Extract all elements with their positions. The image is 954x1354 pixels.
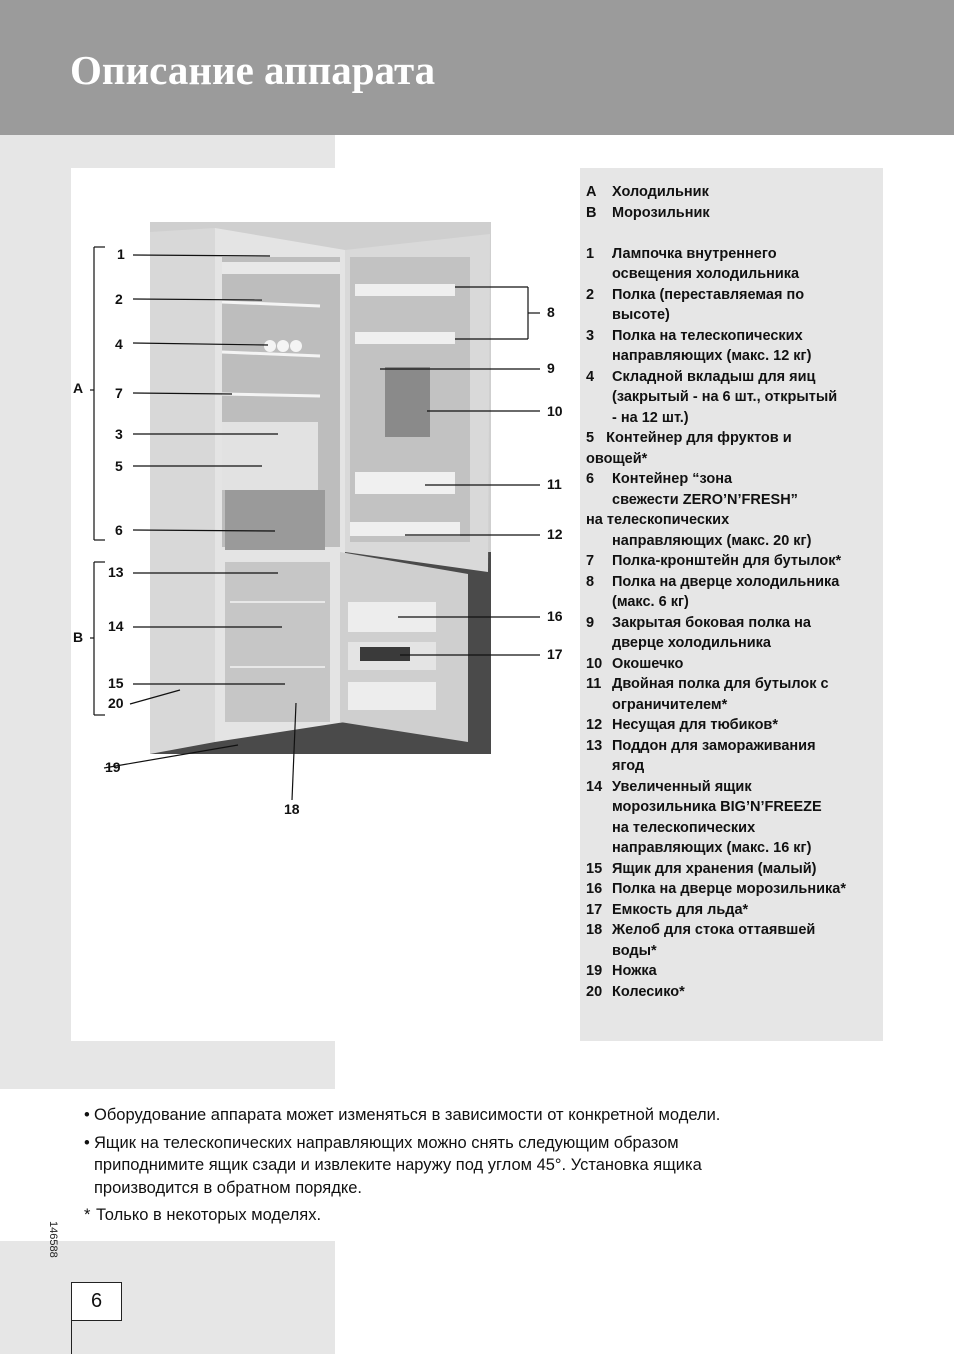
callout-7: 7 <box>115 385 123 401</box>
legend-item: 4 Складной вкладыш для яиц (закрытый - на 6 шт., открытый - на 12 шт.) <box>586 368 838 426</box>
callout-11: 11 <box>547 476 562 492</box>
document-code: 146588 <box>47 1221 59 1258</box>
callout-17: 17 <box>547 646 563 662</box>
legend-item: B Морозильник <box>586 204 710 221</box>
callout-10: 10 <box>547 403 563 419</box>
callout-A: A <box>73 380 84 396</box>
callout-9: 9 <box>547 360 555 376</box>
callout-19: 19 <box>105 759 121 775</box>
legend-item: 18 Желоб для стока оттаявшей воды* <box>586 922 816 959</box>
legend-item: 7 Полка-кронштейн для бутылок* <box>586 553 842 569</box>
legend-item: 2 Полка (переставляемая по высоте) <box>586 286 805 323</box>
divider <box>71 1320 72 1354</box>
callout-4: 4 <box>115 336 123 352</box>
legend-item: 14 Увеличенный ящик морозильника BIG’N’FREEZE на телескопических направляющих (макс. 16 кг) <box>586 778 822 856</box>
callout-B: B <box>73 629 84 645</box>
legend-item: 1 Лампочка внутреннего освещения холодильника <box>586 245 800 282</box>
callout-8: 8 <box>547 304 555 320</box>
callout-14: 14 <box>108 618 124 634</box>
callout-12: 12 <box>547 526 563 542</box>
legend-item: 15 Ящик для хранения (малый) <box>586 860 817 877</box>
page-number: 6 <box>71 1282 122 1321</box>
legend-item: 6 Контейнер “зона свежести ZERO’N’FRESH” на телескопических направляющих (макс. 20 кг) <box>586 471 812 549</box>
callout-5: 5 <box>115 458 123 474</box>
legend-item: 5 Контейнер для фруктов и овощей* <box>586 430 792 467</box>
legend-item: 8 Полка на дверце холодильника (макс. 6 кг) <box>586 573 840 610</box>
callout-20: 20 <box>108 695 124 711</box>
legend-item: 12 Несущая для тюбиков* <box>586 717 778 733</box>
callout-13: 13 <box>108 564 124 580</box>
legend-item: 19 Ножка <box>586 963 657 979</box>
legend-item: 13 Поддон для замораживания ягод <box>586 737 816 774</box>
callout-2: 2 <box>115 291 123 307</box>
legend-item: 16 Полка на дверце морозильника* <box>586 881 846 897</box>
callout-1: 1 <box>117 246 125 262</box>
legend-item: 20 Колесико* <box>586 983 685 1000</box>
legend-item: 3 Полка на телескопических направляющих (макс. 12 кг) <box>586 327 812 364</box>
notes <box>84 1104 720 1232</box>
callout-15: 15 <box>108 675 124 691</box>
legend-item: 10 Окошечко <box>586 655 684 672</box>
callout-18: 18 <box>284 801 300 817</box>
legend-item: 9 Закрытая боковая полка на дверце холодильника <box>586 614 811 651</box>
callout-3: 3 <box>115 426 123 442</box>
page-title: Описание аппарата <box>70 47 436 93</box>
note-footnote: * Только в некоторых моделях. <box>84 1206 322 1224</box>
legend-item: A Холодильник <box>586 184 709 200</box>
note-item: • Ящик на телескопических направляющих можно снять следующим образом приподнимите ящик сзади и извлеките наружу под углом 45°. Установка ящика производится в обратном порядке. <box>84 1133 702 1197</box>
legend-list <box>586 182 846 1002</box>
callout-16: 16 <box>547 608 563 624</box>
legend-item: 17 Емкость для льда* <box>586 901 749 918</box>
legend-panel <box>580 168 883 1041</box>
legend-item: 11 Двойная полка для бутылок с ограничителем* <box>586 676 829 713</box>
callout-6: 6 <box>115 522 123 538</box>
note-item: • Оборудование аппарата может изменяться в зависимости от конкретной модели. <box>84 1106 721 1124</box>
